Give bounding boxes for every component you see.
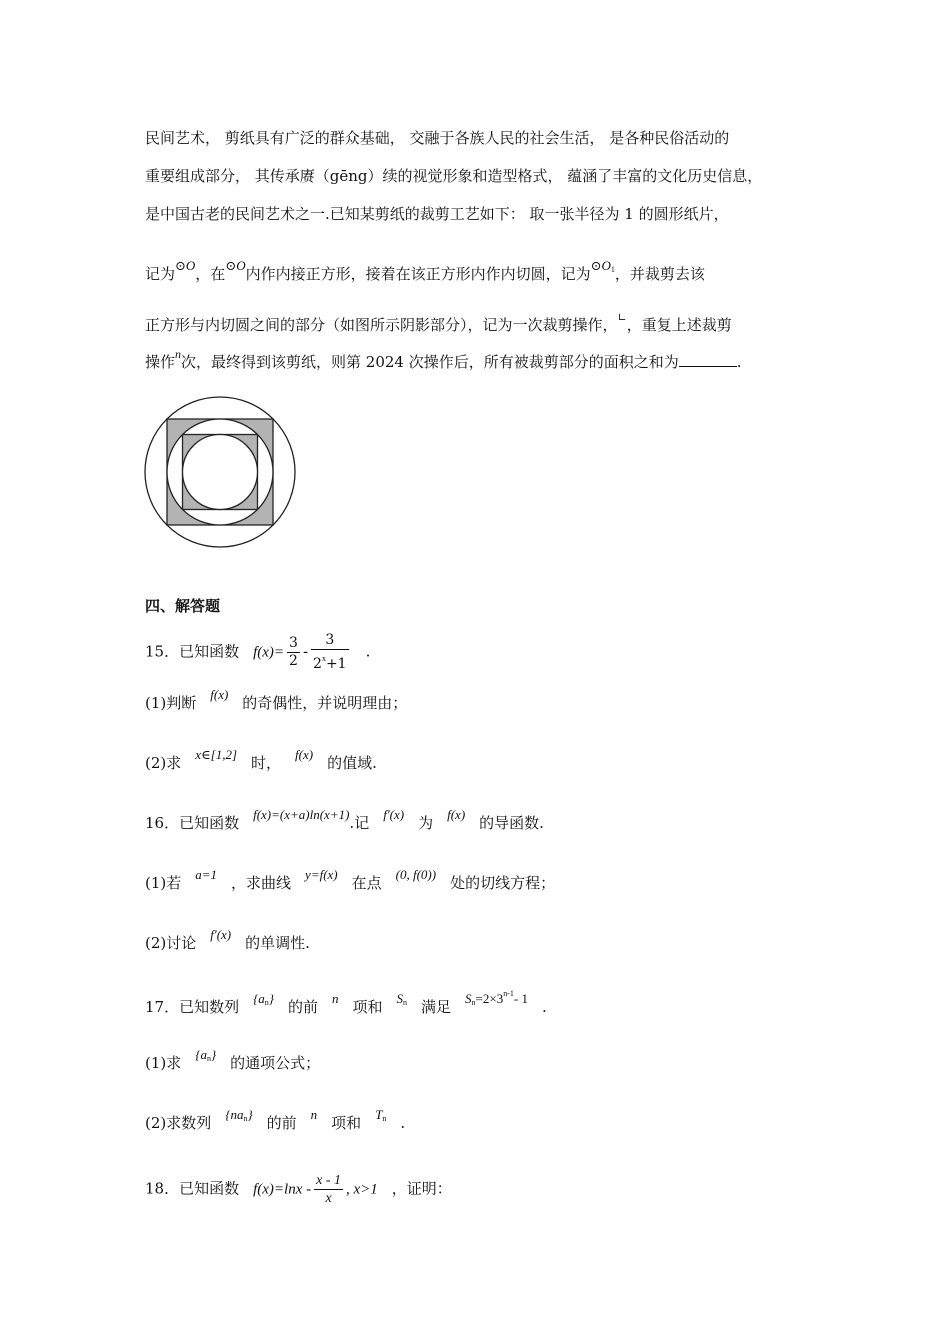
seq-main: {a xyxy=(253,991,265,1006)
seq-sub: n xyxy=(206,1054,211,1063)
text: .记 xyxy=(349,814,370,832)
n-symbol: n xyxy=(332,991,339,1006)
den-tail: +1 xyxy=(325,656,347,672)
condition-x: , x>1 xyxy=(346,1181,378,1198)
den-exponent: x xyxy=(321,654,326,663)
text: 在点 xyxy=(351,874,382,892)
t-n-symbol xyxy=(375,1107,386,1122)
text: 的前 xyxy=(288,998,319,1016)
text: (2)求数列 xyxy=(145,1114,212,1132)
intro-line-2: 重要组成部分， 其传承赓（gēng）续的视觉形象和造型格式， 蕴涵了丰富的文化历史信息， xyxy=(145,167,763,185)
text: 记为 xyxy=(145,265,176,283)
s-n-formula xyxy=(465,991,528,1006)
circle-o1-sub: 1 xyxy=(610,265,615,274)
question-17-part-2 xyxy=(145,1107,406,1138)
seq-main: {na xyxy=(225,1107,244,1122)
function-f: f(x)= xyxy=(253,644,285,661)
text: 18．已知函数 xyxy=(145,1179,240,1198)
text: ，证明： xyxy=(391,1179,452,1198)
seq-sub: n xyxy=(243,1114,248,1123)
intro-line-5 xyxy=(145,311,732,337)
text: 的导函数. xyxy=(479,814,544,832)
text: 次，最终得到该剪纸，则第 2024 次操作后，所有被裁剪部分的面积之和为 xyxy=(181,353,679,371)
nested-circle-square-figure xyxy=(143,395,297,549)
circle-o-symbol: ⊙O xyxy=(175,258,196,273)
n-symbol: n xyxy=(310,1107,318,1122)
function-f: f(x)=lnx - xyxy=(253,1181,312,1198)
t-main: T xyxy=(375,1107,383,1122)
section-heading: 四、解答题 xyxy=(145,597,221,615)
text: 的单调性. xyxy=(245,934,310,952)
question-17-part-1 xyxy=(145,1047,321,1078)
text: 的前 xyxy=(266,1114,297,1132)
formula-sub: n xyxy=(471,998,476,1007)
seq-close: } xyxy=(247,1107,253,1122)
question-15-part-2 xyxy=(145,747,377,774)
text: ，求曲线 xyxy=(231,874,292,892)
formula-tail: - 1 xyxy=(513,991,528,1006)
circle-o1-symbol xyxy=(591,258,615,273)
sequence-na-n xyxy=(225,1107,252,1122)
question-16-part-1 xyxy=(145,867,556,894)
text: (1)若 xyxy=(145,874,182,892)
circle-o-symbol: ⊙O xyxy=(225,258,246,273)
point: (0, f(0)) xyxy=(395,867,437,882)
text: ，在 xyxy=(195,265,226,283)
s-sub: n xyxy=(403,998,408,1007)
innermost-circle xyxy=(183,435,258,510)
text: 16．已知函数 xyxy=(145,814,240,832)
seq-main: {a xyxy=(195,1047,207,1062)
s-main: S xyxy=(396,991,404,1006)
formula-s: S xyxy=(465,991,472,1006)
intro-line-6 xyxy=(145,347,742,373)
question-17 xyxy=(145,989,547,1022)
text: 15．已知函数 xyxy=(145,642,240,661)
text: 时， xyxy=(251,754,282,772)
function-f: f(x) xyxy=(447,807,466,822)
text: 项和 xyxy=(331,1114,362,1132)
text: . xyxy=(736,353,742,371)
denominator: 2 xyxy=(289,653,298,669)
fraction-3-over-2x-plus-1 xyxy=(311,632,349,673)
text: 操作 xyxy=(145,353,176,371)
text: (2)讨论 xyxy=(145,934,197,952)
question-18 xyxy=(145,1172,452,1207)
intro-line-3: 是中国古老的民间艺术之一.已知某剪纸的裁剪工艺如下： 取一张半径为 1 的圆形纸片， xyxy=(145,205,729,223)
sequence-a-n xyxy=(195,1047,216,1062)
condition-a: a=1 xyxy=(195,867,218,882)
text: (1)求 xyxy=(145,1054,182,1072)
circle-o1-main: ⊙O xyxy=(590,258,611,273)
formula-exponent: n-1 xyxy=(503,989,514,998)
text: 项和 xyxy=(352,998,383,1016)
seq-close: } xyxy=(210,1047,217,1062)
text: 满足 xyxy=(421,998,452,1016)
answer-blank[interactable] xyxy=(679,353,737,367)
sequence-a-n xyxy=(253,991,274,1006)
minus-sign: - xyxy=(302,642,309,661)
text: (1)判断 xyxy=(145,694,197,712)
den-base: 2 xyxy=(313,656,322,672)
text: 内作内接正方形，接着在该正方形内作内切圆，记为 xyxy=(245,265,591,283)
text: 为 xyxy=(418,814,434,832)
text: ，重复上述裁剪 xyxy=(626,316,732,334)
t-sub: n xyxy=(382,1114,387,1123)
denominator xyxy=(311,650,349,673)
intro-line-1: 民间艺术， 剪纸具有广泛的群众基础， 交融于各族人民的社会生活， 是各种民俗活动的 xyxy=(145,129,730,147)
text: (2)求 xyxy=(145,754,182,772)
curve-equation: y=f(x) xyxy=(305,867,338,882)
question-15 xyxy=(145,632,370,673)
text: 处的切线方程； xyxy=(450,874,556,892)
question-16 xyxy=(145,807,544,834)
function-f: f(x)=(x+a)ln(x+1) xyxy=(253,807,350,822)
text: . xyxy=(400,1114,406,1132)
text: 的值域. xyxy=(327,754,377,772)
derivative-f: f′(x) xyxy=(383,807,405,822)
denominator: x xyxy=(325,1191,332,1206)
function-f: f(x) xyxy=(295,747,314,762)
n-symbol: n xyxy=(175,347,182,361)
ellipsis-symbol: ∟ xyxy=(617,311,627,324)
fraction-3-2 xyxy=(287,635,300,670)
s-n-symbol xyxy=(397,991,408,1006)
fraction-x-minus-1-over-x xyxy=(314,1172,343,1207)
text: 正方形与内切圆之间的部分（如图所示阴影部分），记为一次裁剪操作， xyxy=(145,316,618,334)
numerator: 3 xyxy=(289,635,298,651)
intro-line-4 xyxy=(145,258,705,289)
seq-close: } xyxy=(268,991,274,1006)
text: 的奇偶性，并说明理由； xyxy=(242,694,408,712)
text: . xyxy=(541,998,547,1016)
question-15-part-1 xyxy=(145,687,408,714)
function-f: f(x) xyxy=(210,687,229,702)
text: . xyxy=(365,642,371,661)
derivative-f: f′(x) xyxy=(210,927,232,942)
numerator: 3 xyxy=(311,632,349,650)
text: ，并裁剪去该 xyxy=(614,265,705,283)
formula-body: =2×3 xyxy=(475,991,504,1006)
question-16-part-2 xyxy=(145,927,310,954)
text: 的通项公式； xyxy=(230,1054,321,1072)
text: 17．已知数列 xyxy=(145,998,240,1016)
seq-sub: n xyxy=(264,998,269,1007)
numerator: x - 1 xyxy=(316,1173,341,1188)
domain-condition: x∈[1,2] xyxy=(195,747,238,762)
